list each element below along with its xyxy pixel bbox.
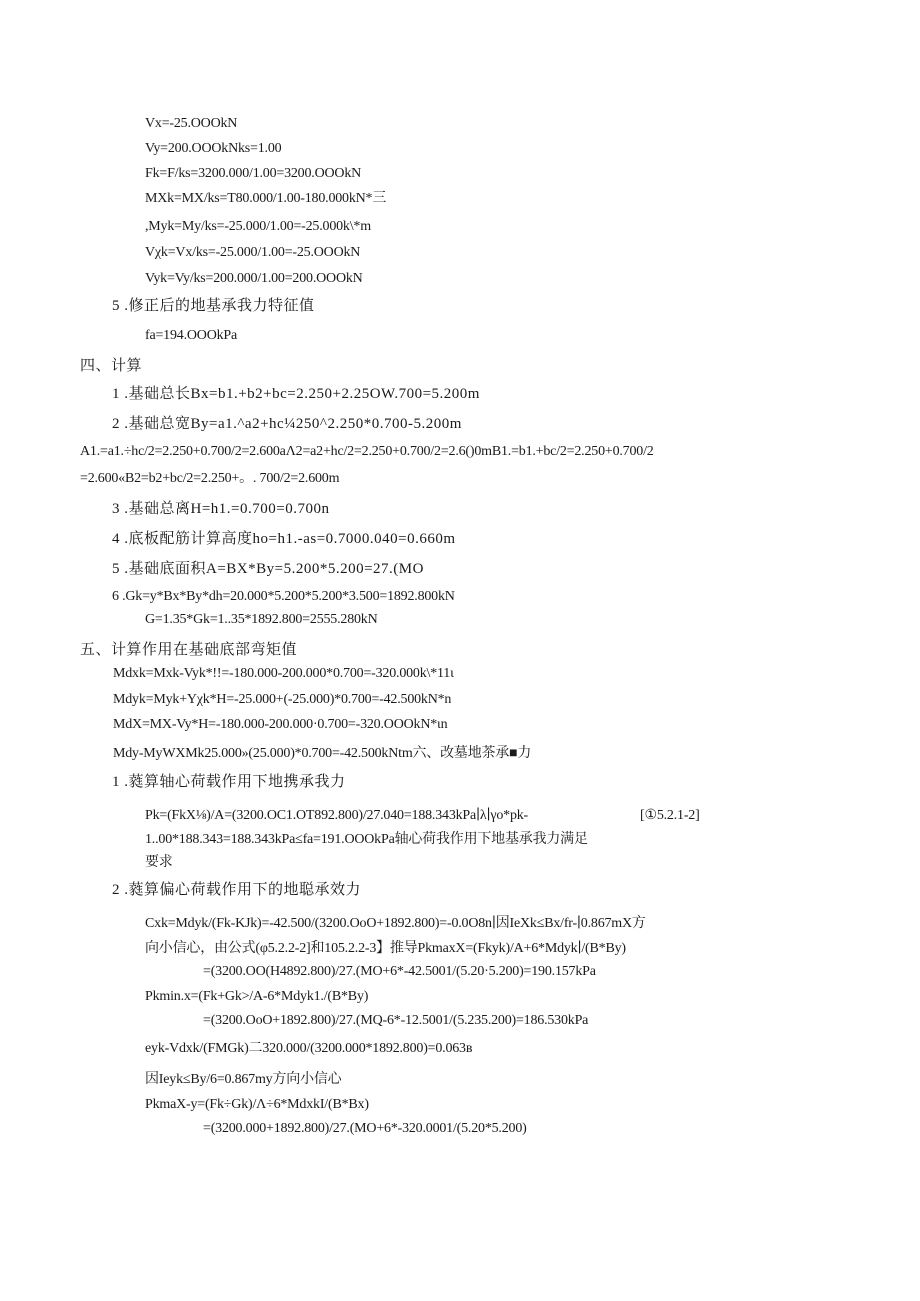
- item-base-area: 5 .基础底面积A=BX*By=5.200*5.200=27.(MO: [112, 561, 424, 577]
- line-fa: fa=194.OOOkPa: [145, 328, 238, 343]
- line-myk: ,Myk=My/ks=-25.000/1.00=-25.000k\*m: [145, 219, 371, 234]
- formula-reference: [①5.2.1-2]: [640, 808, 700, 823]
- line-pkmin-x: Pkmin.x=(Fk+Gk>/A-6*Mdyk1./(B*By): [145, 989, 369, 1004]
- line-mxk: MXk=MX/ks=T80.000/1.00-180.000kN*三: [145, 191, 387, 206]
- line-mdyk: Mdyk=Myk+Yχk*H=-25.000+(-25.000)*0.700=-42.500kN*n: [113, 692, 452, 707]
- line-g: G=1.35*Gk=1..35*1892.800=2555.280kN: [145, 612, 378, 627]
- line-fk: Fk=F/ks=3200.000/1.00=3200.OOOkN: [145, 166, 362, 181]
- item-base-height: 3 .基础总离H=h1.=0.700=0.700n: [112, 501, 330, 517]
- line-mdx: MdX=MX-Vy*H=-180.000-200.000·0.700=-320.OOOkN*ιn: [113, 717, 448, 732]
- line-eyk-check: 因Ieyk≤By/6=0.867my方向小信心: [145, 1072, 342, 1087]
- item-gk: 6 .Gk=y*Bx*By*dh=20.000*5.200*5.200*3.500=1892.800kN: [112, 589, 455, 604]
- line-pkmax-x-value: =(3200.OO(H4892.800)/27.(MO+6*-42.5001/(5.20·5.200)=190.157kPa: [203, 964, 596, 979]
- line-exk: Cxk=Mdyk/(Fk-KJk)=-42.500/(3200.OoO+1892.800)=-0.0O8n∣因IeXk≤Bx/fr-∣0.867mX方: [145, 916, 646, 931]
- item-base-width: 2 .基础总宽By=a1.^a2+hc¼250^2.250*0.700-5.200m: [112, 416, 462, 432]
- item-rebar-height: 4 .底板配筋计算高度ho=h1.-as=0.7000.040=0.660m: [112, 531, 456, 547]
- section-heading-moments: 五、计算作用在基础底部弯矩值: [80, 642, 298, 658]
- line-pk: Pk=(FkX⅛)/A=(3200.OC1.OT892.800)/27.040=188.343kPa∣λ∣γo*pk-: [145, 808, 529, 823]
- line-mdxk: Mdxk=Mxk-Vyk*!!=-180.000-200.000*0.700=-320.000k\*11ι: [113, 666, 454, 681]
- line-pkmax-x: 向小信心，由公式(φ5.2.2-2]和105.2.2-3】推导PkmaxX=(Fkyk)/A+6*Mdyk∣/(B*By): [145, 941, 626, 956]
- line-eyk: eyk-Vdxk/(FMGk)二320.000/(3200.000*1892.800)=0.063в: [145, 1041, 473, 1056]
- heading-bearing-capacity: 5 .修正后的地基承我力特征值: [112, 298, 315, 314]
- line-b2: =2.600«B2=b2+bc/2=2.250+。. 700/2=2.600m: [80, 471, 340, 486]
- line-pkmax-y-value: =(3200.000+1892.800)/27.(MO+6*-320.0001/(5.20*5.200): [203, 1121, 527, 1136]
- item-axial-load: 1 .蕤算轴心荷载作用下地携承我力: [112, 774, 346, 790]
- line-a1-a2-b1: A1.=a1.÷hc/2=2.250+0.700/2=2.600aΛ2=a2+hc/2=2.250+0.700/2=2.6()0mB1.=b1.+bc/2=2.250+0.700/2: [80, 444, 654, 459]
- line-vxk: Vχk=Vx/ks=-25.000/1.00=-25.OOOkN: [145, 245, 361, 260]
- item-eccentric-load: 2 .蕤算偏心荷载作用下的地聪承效力: [112, 882, 362, 898]
- line-pk-check: 1..00*188.343=188.343kPa≤fa=191.OOOkPa轴心荷我作用下地基承我力满足: [145, 832, 588, 847]
- line-vy: Vy=200.OOOkNks=1.00: [145, 141, 282, 156]
- line-vyk: Vyk=Vy/ks=200.000/1.00=200.OOOkN: [145, 271, 363, 286]
- line-pkmax-y: PkmaX-y=(Fk÷Gk)/Λ÷6*MdxkI/(B*Bx): [145, 1097, 369, 1112]
- section-heading-calculation: 四、计算: [80, 358, 143, 374]
- line-pkmin-x-value: =(3200.OoO+1892.800)/27.(MQ-6*-12.5001/(5.235.200)=186.530kPa: [203, 1013, 589, 1028]
- line-requirement: 要求: [145, 855, 173, 870]
- item-base-length: 1 .基础总长Bx=b1.+b2+bc=2.250+2.25OW.700=5.200m: [112, 386, 480, 402]
- line-mdy-section-six: Mdy-MyWXMk25.000»(25.000)*0.700=-42.500kNtm六、改墓地茶承■力: [113, 746, 532, 761]
- line-vx: Vx=-25.OOOkN: [145, 116, 238, 131]
